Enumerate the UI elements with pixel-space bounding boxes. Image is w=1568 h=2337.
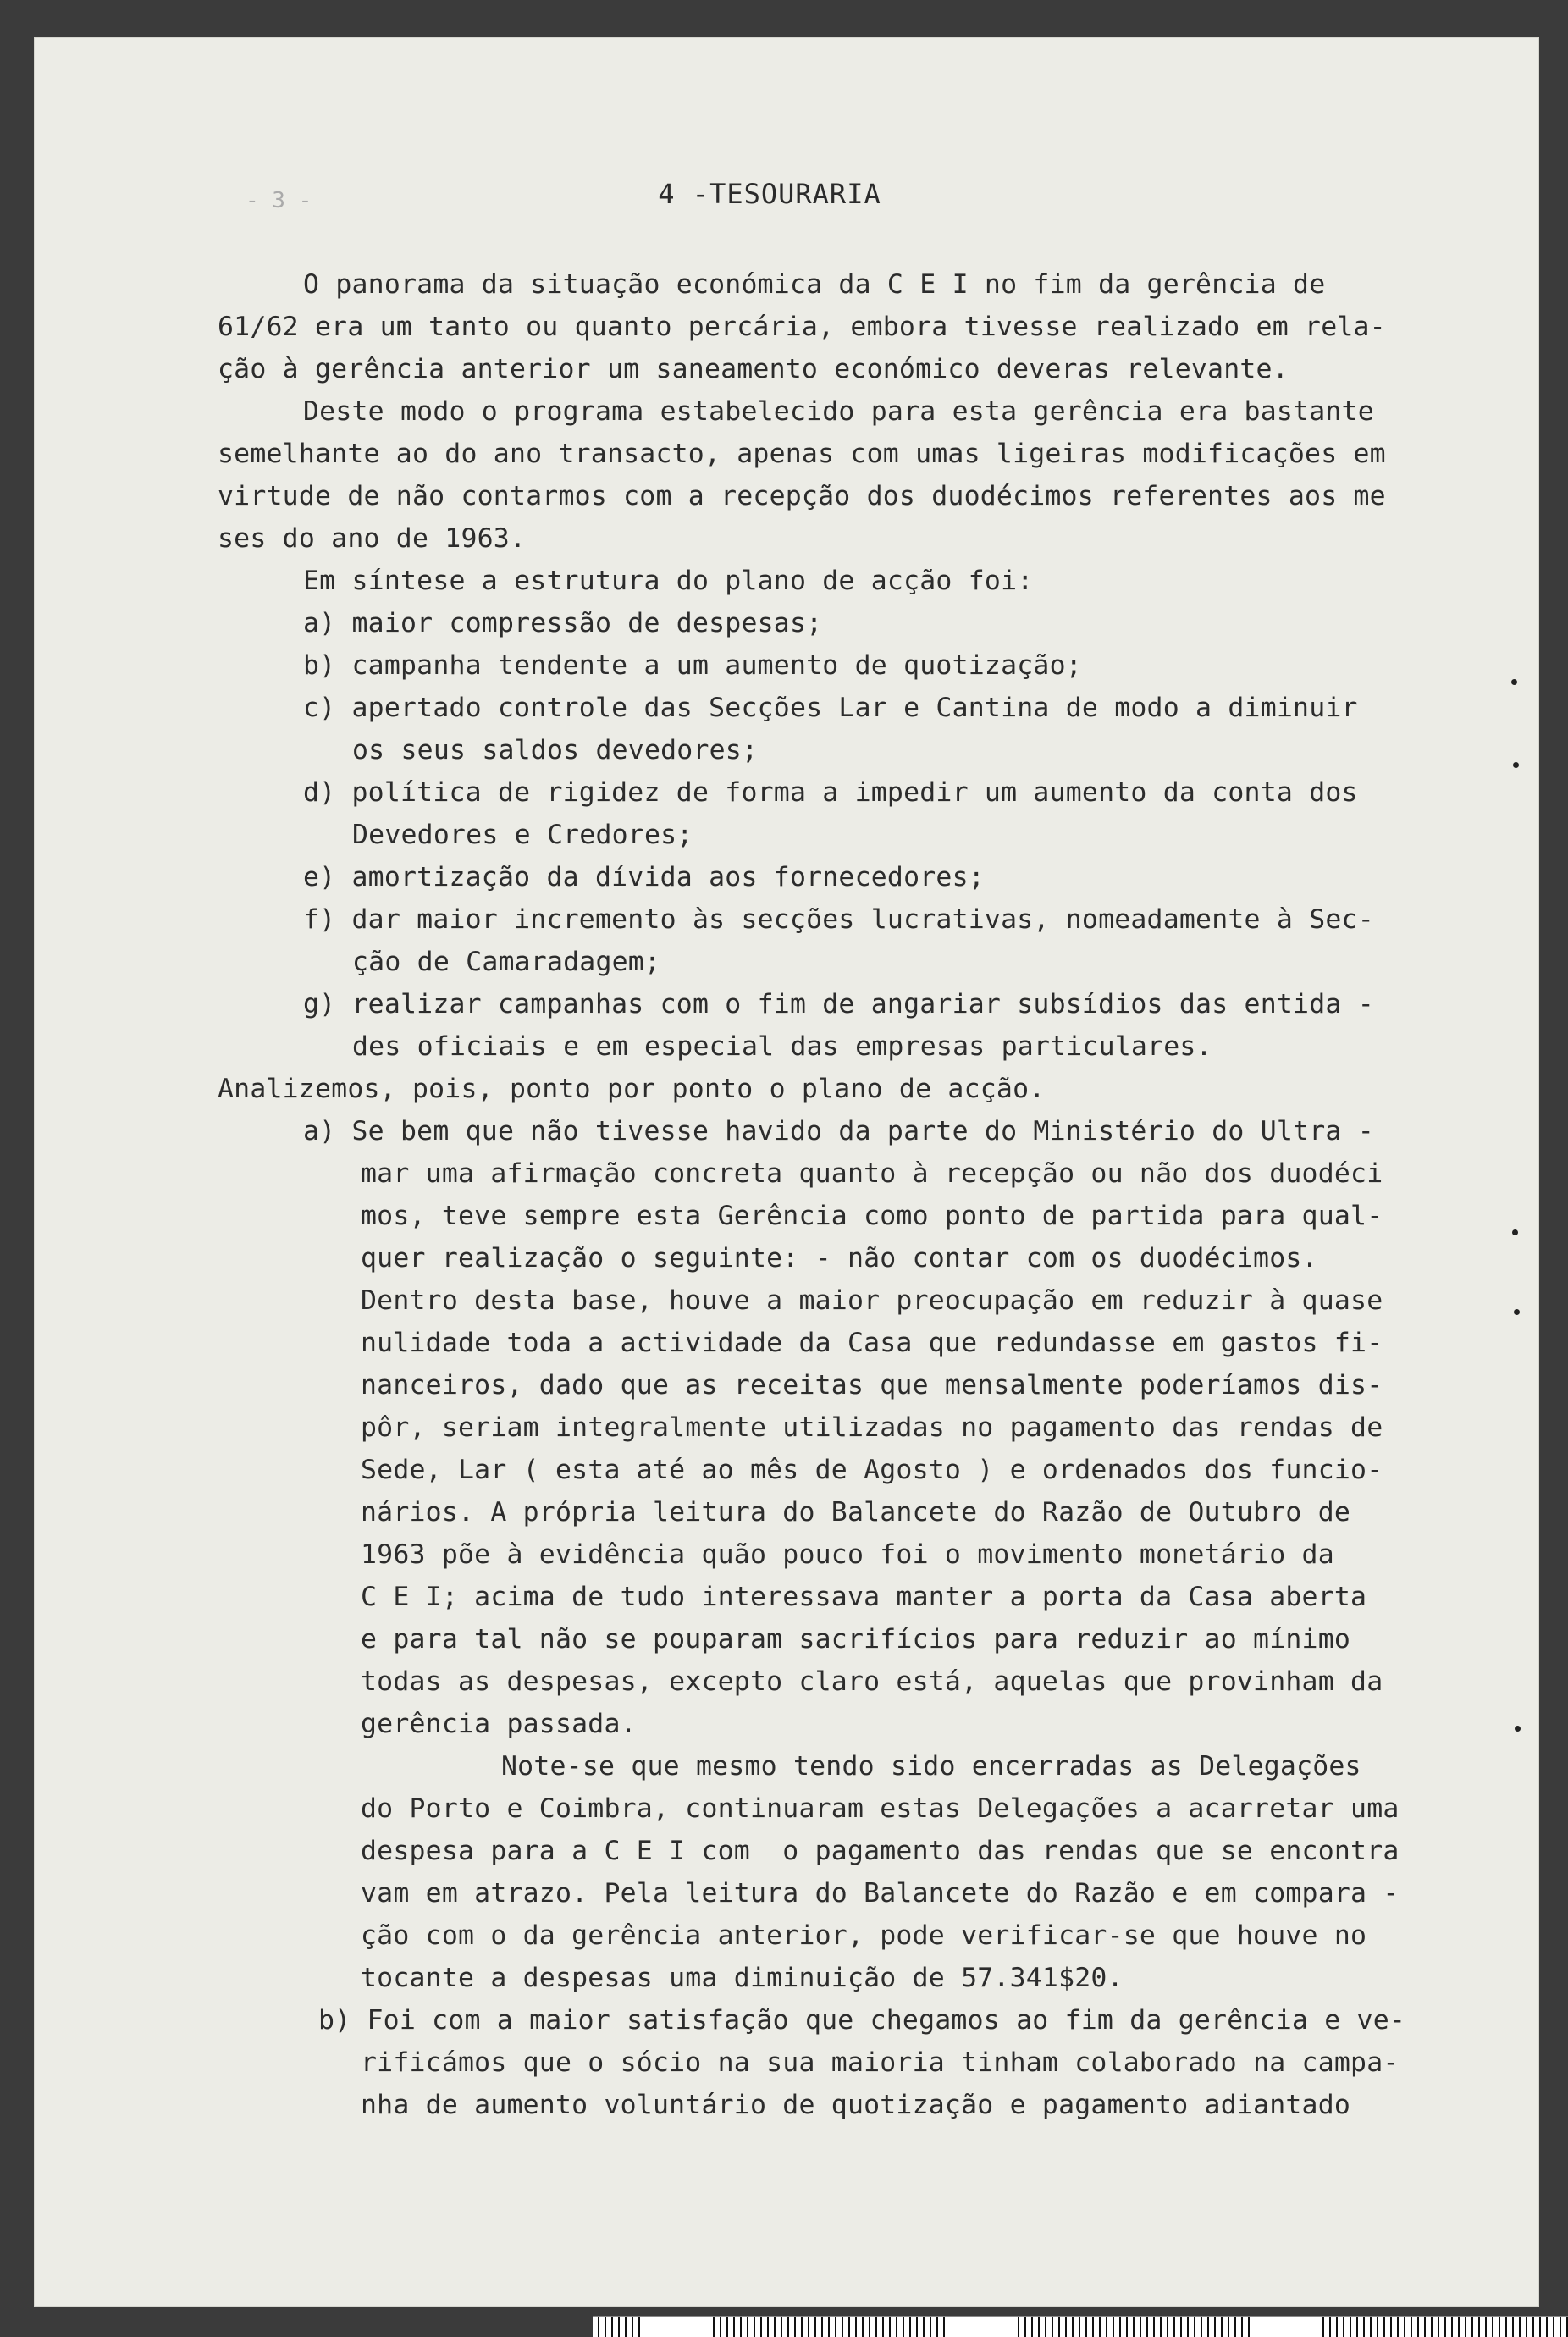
list-item: b) Foi com a maior satisfação que chegamos ao fim da gerência e ve- [318, 2005, 1406, 2036]
text-line: nários. A própria leitura do Balancete do Razão de Outubro de [361, 1497, 1351, 1528]
section-title: 4 -TESOURARIA [658, 178, 881, 210]
body-text [34, 37, 1539, 2307]
text-line: ção de Camaradagem; [352, 947, 661, 977]
text-line: e para tal não se pouparam sacrifícios para reduzir ao mínimo [361, 1624, 1351, 1655]
text-line: C E I; acima de tudo interessava manter a porta da Casa aberta [361, 1582, 1367, 1612]
list-item: b) campanha tendente a um aumento de quotização; [303, 650, 1082, 681]
scale-bar-segment [643, 2317, 711, 2337]
document-page [34, 37, 1539, 2307]
text-line: os seus saldos devedores; [352, 735, 759, 765]
margin-mark [1511, 679, 1517, 685]
margin-mark [1513, 762, 1519, 768]
margin-mark [1514, 1309, 1520, 1315]
text-line: Dentro desta base, houve a maior preocupação em reduzir à quase [361, 1285, 1383, 1316]
list-item: g) realizar campanhas com o fim de angariar subsídios das entida - [303, 989, 1374, 1019]
scan-scale-bar [593, 2316, 1568, 2337]
text-line: todas as despesas, excepto claro está, aquelas que provinham da [361, 1666, 1383, 1697]
list-item: a) Se bem que não tivesse havido da parte do Ministério do Ultra - [303, 1116, 1374, 1146]
text-line: ses do ano de 1963. [218, 523, 527, 554]
text-line: nulidade toda a actividade da Casa que redundasse em gastos fi- [361, 1328, 1383, 1358]
text-line: nanceiros, dado que as receitas que mensalmente poderíamos dis- [361, 1370, 1383, 1401]
text-line: Deste modo o programa estabelecido para esta gerência era bastante [303, 396, 1374, 427]
text-line: rificámos que o sócio na sua maioria tinham colaborado na campa- [361, 2047, 1400, 2078]
margin-mark [1512, 1229, 1518, 1235]
text-line: despesa para a C E I com o pagamento das rendas que se encontra [361, 1836, 1400, 1866]
text-line: 61/62 era um tanto ou quanto percária, embora tivesse realizado em rela- [218, 312, 1386, 342]
text-line: Devedores e Credores; [352, 820, 693, 850]
list-item: d) política de rigidez de forma a impedir um aumento da conta dos [303, 777, 1358, 808]
text-line: Note-se que mesmo tendo sido encerradas as Delegações [501, 1751, 1361, 1782]
text-line: vam em atrazo. Pela leitura do Balancete do Razão e em compara - [361, 1878, 1400, 1909]
list-item: f) dar maior incremento às secções lucrativas, nomeadamente à Sec- [303, 904, 1374, 935]
list-item: e) amortização da dívida aos fornecedores; [303, 862, 985, 892]
text-line: mos, teve sempre esta Gerência como ponto de partida para qual- [361, 1201, 1383, 1231]
scale-bar-segment [948, 2317, 1016, 2337]
text-line: semelhante ao do ano transacto, apenas com umas ligeiras modificações em [218, 439, 1386, 469]
text-line: gerência passada. [361, 1709, 637, 1739]
list-item: a) maior compressão de despesas; [303, 608, 823, 638]
text-line: do Porto e Coimbra, continuaram estas Delegações a acarretar uma [361, 1793, 1400, 1824]
text-line: pôr, seriam integralmente utilizadas no pagamento das rendas de [361, 1412, 1383, 1443]
text-line: Em síntese a estrutura do plano de acção foi: [303, 566, 1034, 596]
text-line: ção com o da gerência anterior, pode verificar-se que houve no [361, 1920, 1367, 1951]
scale-bar-segment [1253, 2317, 1321, 2337]
text-line: O panorama da situação económica da C E I no fim da gerência de [303, 269, 1326, 300]
text-line: Sede, Lar ( esta até ao mês de Agosto ) e ordenados dos funcio- [361, 1455, 1383, 1485]
text-line: ção à gerência anterior um saneamento económico deveras relevante. [218, 354, 1289, 384]
margin-mark [1515, 1726, 1521, 1732]
text-line: nha de aumento voluntário de quotização e pagamento adiantado [361, 2090, 1351, 2120]
text-line: 1963 põe à evidência quão pouco foi o movimento monetário da [361, 1539, 1334, 1570]
text-line: tocante a despesas uma diminuição de 57.341$20. [361, 1963, 1124, 1993]
text-line: Analizemos, pois, ponto por ponto o plano de acção. [218, 1074, 1046, 1104]
text-line: mar uma afirmação concreta quanto à recepção ou não dos duodéci [361, 1158, 1383, 1189]
text-line: des oficiais e em especial das empresas particulares. [352, 1031, 1212, 1062]
list-item: c) apertado controle das Secções Lar e Cantina de modo a diminuir [303, 693, 1358, 723]
text-line: quer realização o seguinte: - não contar com os duodécimos. [361, 1243, 1318, 1273]
page-number: - 3 - [246, 188, 312, 213]
text-line: virtude de não contarmos com a recepção dos duodécimos referentes aos me [218, 481, 1386, 511]
